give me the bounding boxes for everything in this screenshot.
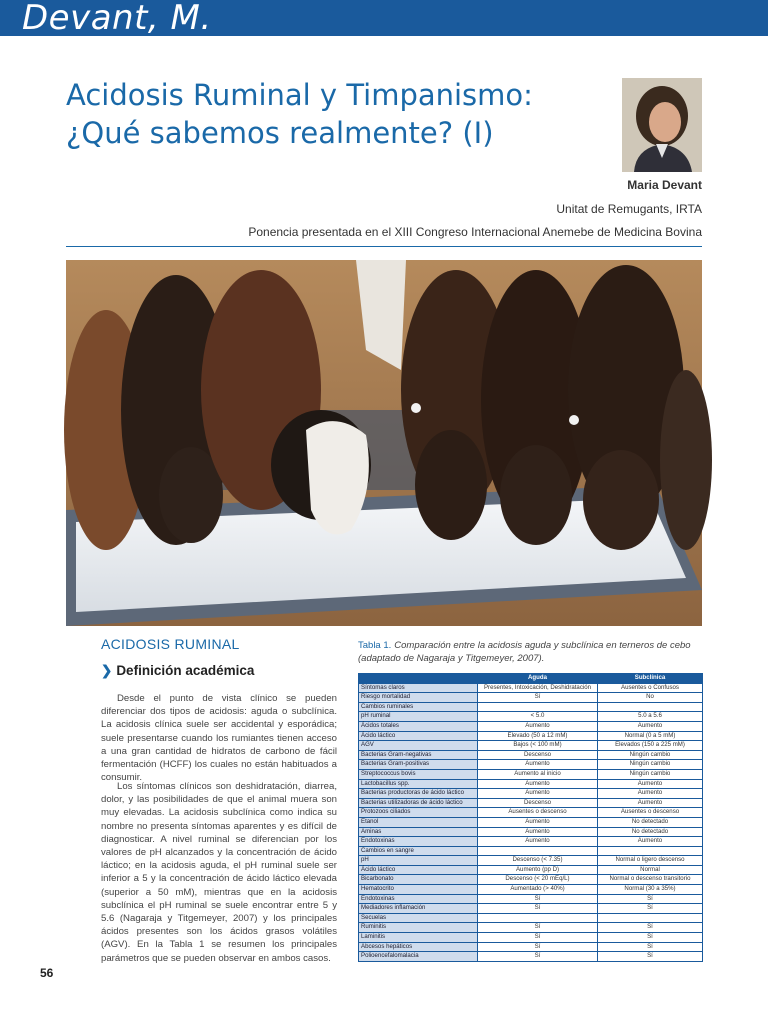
table-parameter-cell: Cambios en sangre: [359, 846, 478, 856]
table-value-cell: Sí: [598, 952, 703, 962]
table-parameter-cell: Bacterias Gram-negativas: [359, 750, 478, 760]
table-value-cell: Ningún cambio: [598, 769, 703, 779]
table-value-cell: [478, 913, 598, 923]
table-value-cell: Normal (30 a 35%): [598, 885, 703, 895]
table-caption-text: Comparación entre la acidosis aguda y subclínica en terneros de cebo (adaptado de Nagaraja y Titgemeyer, 2007).: [358, 640, 691, 664]
table-parameter-cell: Aminas: [359, 827, 478, 837]
table-parameter-cell: Lactobacillus spp.: [359, 779, 478, 789]
calves-feeding-photo: [66, 260, 759, 626]
author-affiliation: Unitat de Remugants, IRTA: [556, 202, 702, 216]
table-value-cell: Sí: [478, 904, 598, 914]
table-row: [359, 846, 703, 856]
table-value-cell: Sí: [478, 894, 598, 904]
table-value-cell: Normal o ligero descenso: [598, 856, 703, 866]
table-header-cell: Subclínica: [598, 674, 703, 684]
table-value-cell: Presentes, Intoxicación, Deshidratación: [478, 683, 598, 693]
table-parameter-cell: Hematocrito: [359, 885, 478, 895]
table-row: [359, 769, 703, 779]
body-paragraph-2: Los síntomas clínicos son deshidratación, diarrea, dolor, y las posibilidades de que el animal muera son muy elevadas. La acidosis subclínica como indica su nombre no presenta síntomas aparentes y es difícil de diagnosticar. A nivel ruminal se diferencian por los valores de pH alcanzados y la concentración de ácido láctico; en la acidosis aguda, el pH ruminal suele ser inferior a 5 y la concentración de ácido láctico elevada (superior a 50 mM), mientras que en la acidosis subclínica el pH ruminal se suele encontrar entre 5 y 5.6 (Nagaraja y Titgemeyer, 2007) y los principales ácidos presentes son los ácidos grasos volátiles (AGV). En la Tabla 1 se resumen los principales parámetros que se pueden observar en ambos casos.: [101, 781, 337, 964]
author-portrait-icon: [622, 78, 702, 172]
table-value-cell: Aumento: [478, 721, 598, 731]
table-value-cell: Sí: [598, 894, 703, 904]
table-value-cell: Aumento: [598, 779, 703, 789]
table-row: [359, 721, 703, 731]
author-name: Maria Devant: [627, 178, 702, 192]
table-value-cell: Aumento: [598, 837, 703, 847]
calves-illustration-icon: [66, 260, 702, 626]
chevron-right-icon: ❯: [101, 663, 113, 678]
table-value-cell: Sí: [478, 933, 598, 943]
table-row: [359, 702, 703, 712]
table-value-cell: Ningún cambio: [598, 760, 703, 770]
table-row: [359, 693, 703, 703]
table-row: [359, 904, 703, 914]
table-parameter-cell: pH ruminal: [359, 712, 478, 722]
table-value-cell: Aumento al inicio: [478, 769, 598, 779]
table-value-cell: Elevado (50 a 12 mM): [478, 731, 598, 741]
table-parameter-cell: Bicarbonato: [359, 875, 478, 885]
comparison-table: [358, 673, 703, 962]
table-row: [359, 808, 703, 818]
table-body: [359, 683, 703, 961]
table-value-cell: Sí: [598, 904, 703, 914]
table-row: [359, 683, 703, 693]
table-value-cell: Sí: [598, 923, 703, 933]
table-value-cell: Sí: [598, 942, 703, 952]
table-row: [359, 837, 703, 847]
table-parameter-cell: Bacterias utilizadoras de ácido láctico: [359, 798, 478, 808]
subsection-heading: [101, 663, 254, 679]
table-parameter-cell: Endotoxinas: [359, 894, 478, 904]
table-parameter-cell: Bacterias productoras de ácido láctico: [359, 789, 478, 799]
table-row: [359, 817, 703, 827]
article-title: [66, 76, 606, 152]
table-value-cell: No: [598, 693, 703, 703]
table-parameter-cell: Ruminitis: [359, 923, 478, 933]
subsection-heading-text: Definición académica: [116, 663, 255, 678]
table-row: [359, 923, 703, 933]
table-row: [359, 865, 703, 875]
table-value-cell: Descenso (< 20 mEq/L): [478, 875, 598, 885]
table-value-cell: Bajos (< 100 mM): [478, 741, 598, 751]
table-value-cell: Normal: [598, 865, 703, 875]
table-value-cell: Aumento: [478, 827, 598, 837]
conference-note: Ponencia presentada en el XIII Congreso Internacional Anemebe de Medicina Bovina: [248, 225, 702, 239]
table-parameter-cell: Síntomas claros: [359, 683, 478, 693]
table-row: [359, 789, 703, 799]
table-value-cell: [598, 702, 703, 712]
table-value-cell: Ausentes o descenso: [598, 808, 703, 818]
table-value-cell: Sí: [478, 952, 598, 962]
table-parameter-cell: Bacterias Gram-positivas: [359, 760, 478, 770]
table-row: [359, 827, 703, 837]
photo-credit: Foto: AXON COMUNICACIÓN: [752, 521, 759, 616]
header-banner: [0, 0, 768, 36]
table-parameter-cell: Mediadores inflamación: [359, 904, 478, 914]
table-row: [359, 856, 703, 866]
table-row: [359, 875, 703, 885]
table-value-cell: Descenso: [478, 798, 598, 808]
table-value-cell: No detectado: [598, 817, 703, 827]
table-parameter-cell: Cambios ruminales: [359, 702, 478, 712]
table-value-cell: Aumento: [478, 817, 598, 827]
table-value-cell: Aumento: [598, 798, 703, 808]
table-row: [359, 952, 703, 962]
table-row: [359, 741, 703, 751]
table-row: [359, 798, 703, 808]
table-row: [359, 885, 703, 895]
table-parameter-cell: Protozoos ciliados: [359, 808, 478, 818]
table-value-cell: Elevados (150 a 225 mM): [598, 741, 703, 751]
table-value-cell: Normal (0 a 5 mM): [598, 731, 703, 741]
table-header-cell: Aguda: [478, 674, 598, 684]
table-value-cell: Aumentado (> 40%): [478, 885, 598, 895]
table-row: [359, 913, 703, 923]
table-header-row: [359, 674, 703, 684]
table-value-cell: Ausentes o descenso: [478, 808, 598, 818]
table-value-cell: Sí: [478, 942, 598, 952]
table-row: [359, 731, 703, 741]
table-value-cell: Aumento: [478, 789, 598, 799]
table-value-cell: [598, 846, 703, 856]
banner-author-name: Devant, M.: [22, 0, 212, 38]
article-title-line-2: ¿Qué sabemos realmente? (I): [66, 116, 494, 150]
page-number: 56: [40, 966, 54, 980]
table-parameter-cell: Secuelas: [359, 913, 478, 923]
table-value-cell: Descenso: [478, 750, 598, 760]
table-parameter-cell: Etanol: [359, 817, 478, 827]
table-parameter-cell: pH: [359, 856, 478, 866]
table-value-cell: [478, 702, 598, 712]
author-photo: [622, 78, 702, 172]
table-value-cell: No detectado: [598, 827, 703, 837]
table-parameter-cell: Ácido láctico: [359, 865, 478, 875]
table-value-cell: Aumento: [478, 779, 598, 789]
table-row: [359, 712, 703, 722]
table-row: [359, 760, 703, 770]
table-row: [359, 750, 703, 760]
table-row: [359, 779, 703, 789]
table-value-cell: Descenso (< 7.35): [478, 856, 598, 866]
table-value-cell: Aumento: [598, 789, 703, 799]
table-value-cell: Ningún cambio: [598, 750, 703, 760]
table-label: Tabla 1.: [358, 640, 392, 651]
table-row: [359, 942, 703, 952]
header-divider: [66, 246, 702, 247]
table-parameter-cell: Ácidos totales: [359, 721, 478, 731]
table-parameter-cell: Streptococcus bovis: [359, 769, 478, 779]
table-row: [359, 933, 703, 943]
table-value-cell: Sí: [478, 693, 598, 703]
article-title-line-1: Acidosis Ruminal y Timpanismo:: [66, 78, 533, 112]
table-parameter-cell: Ácido láctico: [359, 731, 478, 741]
table-header-cell: [359, 674, 478, 684]
table-parameter-cell: AGV: [359, 741, 478, 751]
table-value-cell: Aumento: [598, 721, 703, 731]
table-parameter-cell: Polioencefalomalacia: [359, 952, 478, 962]
table-value-cell: < 5.0: [478, 712, 598, 722]
table-value-cell: 5.0 a 5.6: [598, 712, 703, 722]
table-parameter-cell: Laminitis: [359, 933, 478, 943]
table-caption: [358, 639, 702, 665]
table-value-cell: [478, 846, 598, 856]
table-value-cell: Normal o descenso transitorio: [598, 875, 703, 885]
table-row: [359, 894, 703, 904]
body-paragraph-1: Desde el punto de vista clínico se pueden diferenciar dos tipos de acidosis: aguda o subclínica. La acidosis clínica suele ser accidental y esporádica; suele presentarse cuando los rumiantes tienen acceso a una gran cantidad de hidratos de carbono de fácil fermentación (HCFF) los cuales no están habituados a consumir.: [101, 693, 337, 784]
table-parameter-cell: Abcesos hepáticos: [359, 942, 478, 952]
table-parameter-cell: Riesgo mortalidad: [359, 693, 478, 703]
table-value-cell: Aumento (pp D): [478, 865, 598, 875]
table-parameter-cell: Endotoxinas: [359, 837, 478, 847]
table-value-cell: Aumento: [478, 760, 598, 770]
table-value-cell: Ausentes o Confusos: [598, 683, 703, 693]
table-value-cell: Aumento: [478, 837, 598, 847]
section-heading: ACIDOSIS RUMINAL: [101, 636, 240, 652]
table-value-cell: Sí: [478, 923, 598, 933]
table-value-cell: [598, 913, 703, 923]
table-value-cell: Sí: [598, 933, 703, 943]
